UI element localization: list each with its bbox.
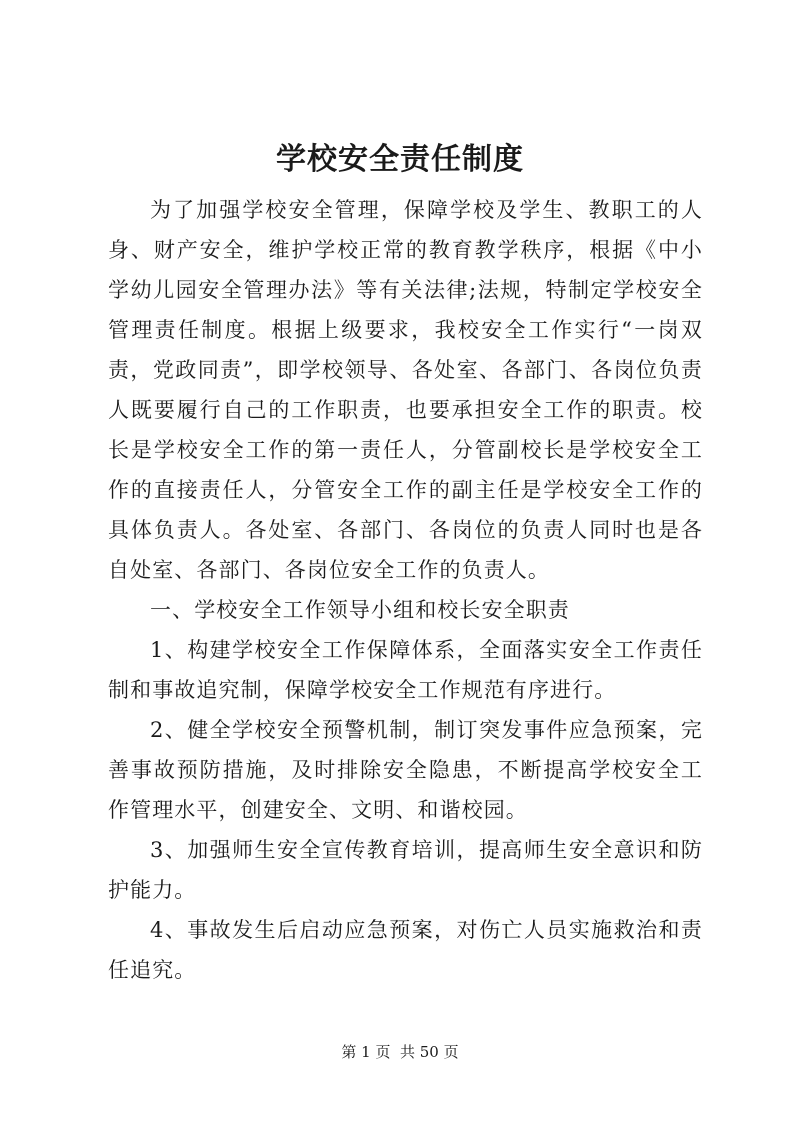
paragraph-item-4: 4、事故发生后启动应急预案，对伤亡人员实施救治和责任追究。 [108, 918, 703, 982]
paragraph-item-3: 3、加强师生安全宣传教育培训，提高师生安全意识和防护能力。 [108, 838, 703, 902]
document-title: 学校安全责任制度 [276, 142, 524, 177]
paragraph-intro: 为了加强学校安全管理，保障学校及学生、教职工的人身、财产安全，维护学校正常的教育教学秩序，根据《中小学幼儿园安全管理办法》等有关法律;法规，特制定学校安全管理责任制度。根据上级要求，我校安全工作实行“一岗双责，党政同责”，即学校领导、各处室、各部门、各岗位负责人既要履行自己的工作职责，也要承担安全工作的职责。校长是学校安全工作的第一责任人，分管副校长是学校安全工作的直接责任人，分管安全工作的副主任是学校安全工作的具体负责人。各处室、各部门、各岗位的负责人同时也是各自处室、各部门、各岗位安全工作的负责人。 [108, 198, 703, 582]
paragraph-item-2: 2、健全学校安全预警机制，制订突发事件应急预案，完善事故预防措施，及时排除安全隐患，不断提高学校安全工作管理水平，创建安全、文明、和谐校园。 [108, 718, 703, 822]
paragraph-item-1: 1、构建学校安全工作保障体系，全面落实安全工作责任制和事故追究制，保障学校安全工作规范有序进行。 [108, 638, 703, 702]
section-heading-leadership: 一、学校安全工作领导小组和校长安全职责 [150, 598, 570, 622]
page-number-label: 第 1 页 共 50 页 [341, 1043, 459, 1061]
document-body [108, 190, 703, 990]
page-footer [0, 1042, 800, 1062]
